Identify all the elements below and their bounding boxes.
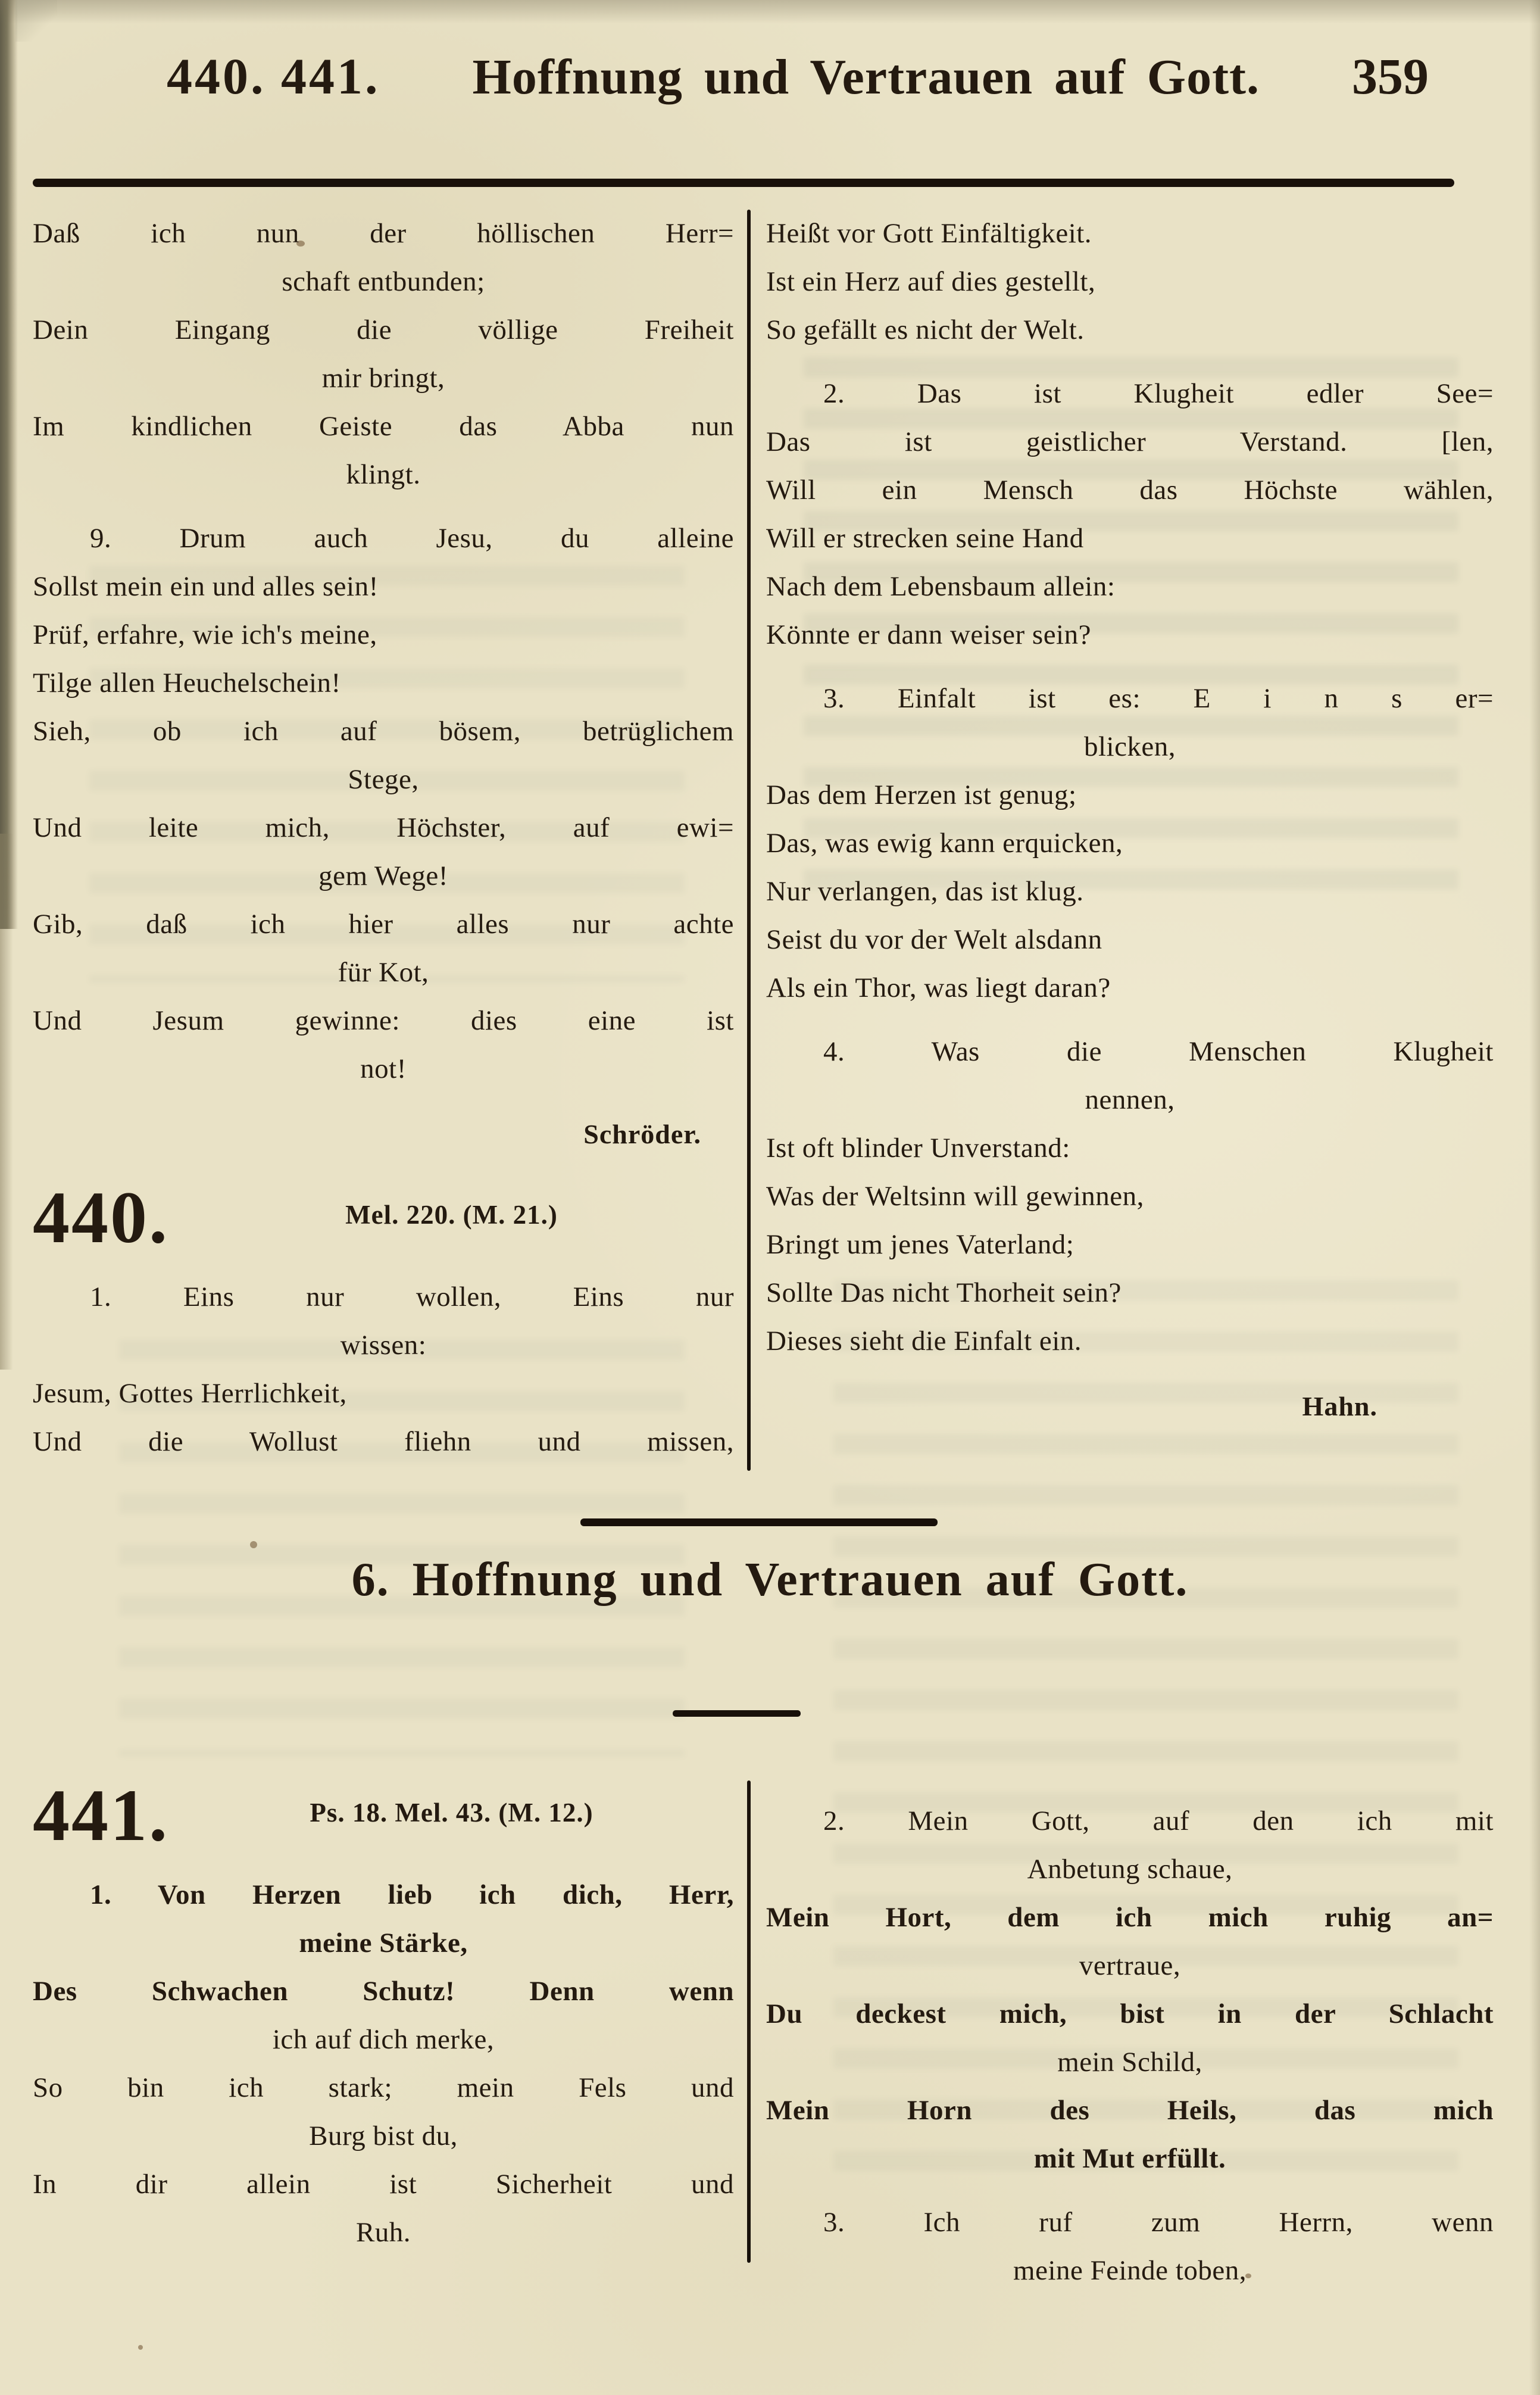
verse-line: Des Schwachen Schutz! Denn wenn <box>33 1976 734 2007</box>
section-rule-top <box>580 1518 938 1526</box>
page-number: 359 <box>1352 48 1429 105</box>
verse-line: Das ist geistlicher Verstand. [len, <box>766 426 1494 457</box>
paper-speck <box>138 2345 143 2350</box>
lower-columns <box>33 1758 1497 2286</box>
verse-line: Daß ich nun der höllischen Herr= <box>33 218 734 249</box>
verse-block <box>766 370 1494 659</box>
verse-line: klingt. <box>346 459 421 490</box>
verse-block <box>766 210 1494 354</box>
lower-left-column <box>33 1758 734 2270</box>
verse-line: mein Schild, <box>1057 2047 1202 2078</box>
verse-line: Stege, <box>348 764 419 795</box>
verse-line: Nach dem Lebensbaum allein: <box>766 571 1116 602</box>
verse-line: Sieh, ob ich auf bösem, betrüglichem <box>33 716 734 747</box>
verse-line: Mein Hort, dem ich mich ruhig an= <box>766 1902 1494 1933</box>
upper-right-column <box>766 210 1494 1472</box>
verse-block <box>766 2198 1494 2295</box>
lower-right-column <box>766 1758 1494 2286</box>
verse-line: Prüf, erfahre, wie ich's meine, <box>33 619 377 650</box>
page-header <box>33 46 1461 106</box>
scan-edge-corner <box>15 0 57 42</box>
verse-line: wissen: <box>340 1330 427 1361</box>
verse-line: mir bringt, <box>321 363 445 394</box>
verse-line: 9. Drum auch Jesu, du alleine <box>90 523 734 554</box>
verse-line: Was der Weltsinn will gewinnen, <box>766 1181 1144 1212</box>
verse-line: vertraue, <box>1079 1950 1181 1981</box>
hymn-440-head <box>33 1171 734 1265</box>
verse-line: meine Feinde toben, <box>1013 2255 1247 2286</box>
verse-line: schaft entbunden; <box>282 266 485 297</box>
verse-line: 2. Das ist Klugheit edler See= <box>823 378 1494 409</box>
verse-block <box>33 514 734 1093</box>
verse-line: mit Mut erfüllt. <box>1033 2143 1226 2174</box>
verse-line: für Kot, <box>338 957 429 988</box>
verse-line: 1. Eins nur wollen, Eins nur <box>90 1281 734 1312</box>
upper-columns <box>33 210 1497 1472</box>
scan-edge-top <box>0 0 1540 24</box>
verse-line: Seist du vor der Welt alsdann <box>766 924 1102 955</box>
verse-line: Dieses sieht die Einfalt ein. <box>766 1326 1082 1356</box>
verse-line: gem Wege! <box>318 860 448 891</box>
scan-edge-left <box>0 0 18 929</box>
hymn-441-head <box>33 1769 734 1863</box>
hymn-number: 440. <box>33 1177 169 1258</box>
verse-line: not! <box>360 1053 407 1084</box>
verse-line: Sollst mein ein und alles sein! <box>33 571 379 602</box>
verse-line: 1. Von Herzen lieb ich dich, Herr, <box>90 1879 734 1910</box>
paper-speck <box>250 1541 257 1548</box>
verse-line: 2. Mein Gott, auf den ich mit <box>823 1805 1494 1836</box>
verse-line: Du deckest mich, bist in der Schlacht <box>766 1998 1494 2029</box>
section-rule-bottom <box>673 1710 801 1717</box>
header-chapter-title: Hoffnung und Vertrauen auf Gott. <box>472 49 1260 105</box>
verse-line: Bringt um jenes Vaterland; <box>766 1229 1074 1260</box>
verse-line: Im kindlichen Geiste das Abba nun <box>33 411 734 442</box>
header-rule <box>33 179 1454 187</box>
verse-block <box>766 675 1494 1012</box>
verse-line: Dein Eingang die völlige Freiheit <box>33 314 734 345</box>
verse-line: 4. Was die Menschen Klugheit <box>823 1036 1494 1067</box>
verse-line: Anbetung schaue, <box>1027 1854 1233 1885</box>
column-divider-rule <box>747 210 751 1471</box>
verse-line: Burg bist du, <box>309 2120 458 2151</box>
hymn-melody-reference: Mel. 220. (M. 21.) <box>345 1200 558 1230</box>
verse-line: Das, was ewig kann erquicken, <box>766 828 1123 859</box>
verse-block <box>33 1871 734 2257</box>
verse-block <box>766 1028 1494 1365</box>
verse-line: 3. Einfalt ist es: E i n s er= <box>823 683 1494 714</box>
verse-line: Jesum, Gottes Herrlichkeit, <box>33 1378 347 1409</box>
hymn-melody-reference: Ps. 18. Mel. 43. (M. 12.) <box>310 1798 593 1828</box>
scan-edge-right <box>1529 0 1540 2395</box>
verse-line: Nur verlangen, das ist klug. <box>766 876 1084 907</box>
verse-line: Als ein Thor, was liegt daran? <box>766 972 1111 1003</box>
verse-line: Mein Horn des Heils, das mich <box>766 2095 1494 2126</box>
verse-block <box>33 1273 734 1466</box>
verse-line: nennen, <box>1085 1084 1175 1115</box>
verse-line: Und die Wollust fliehn und missen, <box>33 1426 734 1457</box>
author-signature: Hahn. <box>1302 1391 1377 1421</box>
scan-edge-left-lower <box>0 834 13 1370</box>
verse-line: ich auf dich merke, <box>272 2024 495 2055</box>
verse-line: Tilge allen Heuchelschein! <box>33 668 341 698</box>
hymn-number: 441. <box>33 1775 169 1856</box>
column-divider-rule <box>747 1780 751 2263</box>
verse-line: Ist oft blinder Unverstand: <box>766 1133 1070 1164</box>
header-hymn-numbers: 440. 441. <box>167 48 380 105</box>
verse-block <box>766 1797 1494 2183</box>
author-signature: Schröder. <box>583 1119 701 1149</box>
verse-line: Und leite mich, Höchster, auf ewi= <box>33 812 734 843</box>
section-heading: 6. Hoffnung und Vertrauen auf Gott. <box>351 1554 1189 1606</box>
verse-line: So bin ich stark; mein Fels und <box>33 2072 734 2103</box>
upper-left-column <box>33 210 734 1472</box>
verse-line: Ruh. <box>355 2217 411 2248</box>
verse-line: meine Stärke, <box>299 1928 468 1959</box>
verse-line: 3. Ich ruf zum Herrn, wenn <box>823 2207 1494 2238</box>
verse-line: Ist ein Herz auf dies gestellt, <box>766 266 1096 297</box>
verse-line: Das dem Herzen ist genug; <box>766 779 1077 810</box>
verse-line: Will ein Mensch das Höchste wählen, <box>766 475 1494 506</box>
verse-block <box>33 210 734 499</box>
verse-line: blicken, <box>1083 731 1176 762</box>
verse-line: Gib, daß ich hier alles nur achte <box>33 909 734 940</box>
verse-line: Heißt vor Gott Einfältigkeit. <box>766 218 1092 249</box>
verse-line: Könnte er dann weiser sein? <box>766 619 1091 650</box>
verse-line: So gefällt es nicht der Welt. <box>766 314 1085 345</box>
verse-line: In dir allein ist Sicherheit und <box>33 2169 734 2200</box>
verse-line: Und Jesum gewinne: dies eine ist <box>33 1005 734 1036</box>
verse-line: Will er strecken seine Hand <box>766 523 1084 554</box>
verse-line: Sollte Das nicht Thorheit sein? <box>766 1277 1122 1308</box>
